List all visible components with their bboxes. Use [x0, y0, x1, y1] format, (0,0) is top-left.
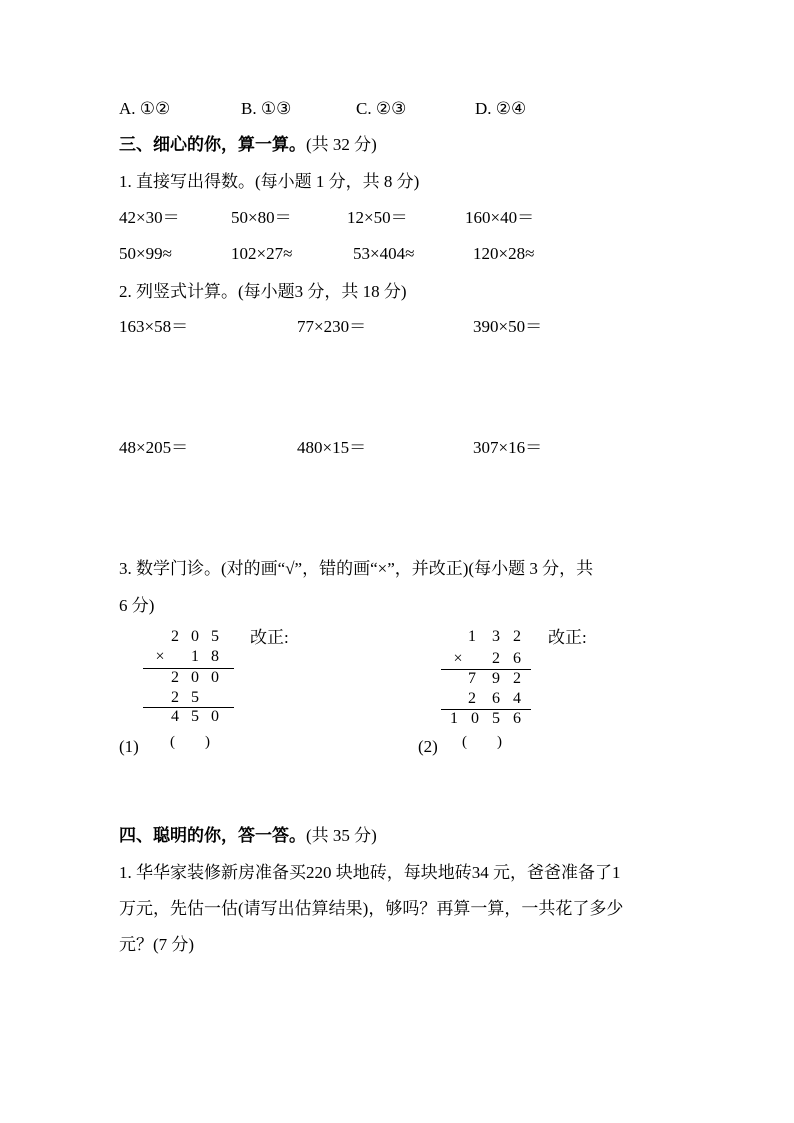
q1-calc: 160×40＝ — [465, 208, 535, 227]
digit: 9 — [492, 670, 500, 687]
q2-text: 2. 列竖式计算。(每小题3 分，共 18 分) — [119, 282, 407, 301]
section3-heading — [119, 135, 377, 155]
q2-calc: 480×15＝ — [297, 438, 367, 457]
digit: 2 — [468, 690, 476, 707]
digit: 6 — [492, 690, 500, 707]
digit: 2 — [492, 650, 500, 667]
s4-q1-line3: 元？(7 分) — [119, 935, 195, 954]
divider — [143, 707, 234, 708]
q2-calc: 163×58＝ — [119, 317, 189, 336]
digit: 0 — [471, 710, 479, 727]
fix-label-2: 改正: — [548, 628, 587, 647]
q3-text-line1: 3. 数学门诊。(对的画“√”，错的画“×”，并改正)(每小题 3 分，共 — [119, 559, 594, 578]
q1-estimate: 53×404≈ — [353, 244, 415, 263]
digit: 1 — [468, 628, 476, 645]
q2-calc: 48×205＝ — [119, 438, 189, 457]
digit: 2 — [171, 669, 179, 686]
digit: 6 — [513, 650, 521, 667]
item-label-1: (1) — [119, 737, 139, 756]
digit: 2 — [171, 689, 179, 706]
digit: 2 — [513, 628, 521, 645]
item-label-2: (2) — [418, 737, 438, 756]
s4-q1-line2: 万元，先估一估(请写出估算结果)，够吗？再算一算，一共花了多少 — [119, 899, 624, 918]
option-d: D. ②④ — [475, 99, 527, 118]
times-sign: × — [453, 650, 463, 667]
divider — [143, 668, 234, 669]
digit: 2 — [171, 628, 179, 645]
section3-title: 三、细心的你，算一算。 — [119, 135, 306, 154]
option-b: B. ①③ — [241, 99, 292, 118]
q2-calc: 390×50＝ — [473, 317, 543, 336]
q1-calc: 12×50＝ — [347, 208, 408, 227]
digit: 3 — [492, 628, 500, 645]
q2-calc: 307×16＝ — [473, 438, 543, 457]
digit: 4 — [171, 708, 179, 725]
q2-calc: 77×230＝ — [297, 317, 367, 336]
digit: 1 — [450, 710, 458, 727]
section4-score: (共 35 分) — [306, 826, 377, 845]
digit: 5 — [191, 689, 199, 706]
option-a: A. ①② — [119, 99, 171, 118]
q1-calc: 42×30＝ — [119, 208, 180, 227]
digit: 5 — [492, 710, 500, 727]
digit: 0 — [211, 669, 219, 686]
q1-calc: 50×80＝ — [231, 208, 292, 227]
digit: 4 — [513, 690, 521, 707]
q1-estimate: 50×99≈ — [119, 244, 172, 263]
digit: 5 — [211, 628, 219, 645]
section3-score: (共 32 分) — [306, 135, 377, 154]
section4-heading — [119, 826, 377, 846]
fix-label-1: 改正: — [250, 628, 289, 647]
answer-paren-1: ( ) — [170, 734, 210, 750]
option-c: C. ②③ — [356, 99, 407, 118]
digit: 5 — [191, 708, 199, 725]
q1-estimate: 102×27≈ — [231, 244, 293, 263]
section4-title: 四、聪明的你，答一答。 — [119, 826, 306, 845]
answer-paren-2: ( ) — [462, 734, 502, 750]
s4-q1-line1: 1. 华华家装修新房准备买220 块地砖，每块地砖34 元，爸爸准备了1 — [119, 863, 621, 882]
digit: 1 — [191, 648, 199, 665]
digit: 0 — [191, 628, 199, 645]
digit: 7 — [468, 670, 476, 687]
q3-text-line2: 6 分) — [119, 596, 155, 615]
divider — [441, 669, 531, 670]
q1-estimate: 120×28≈ — [473, 244, 535, 263]
q1-text: 1. 直接写出得数。(每小题 1 分，共 8 分) — [119, 172, 420, 191]
divider — [441, 709, 531, 710]
digit: 6 — [513, 710, 521, 727]
digit: 2 — [513, 670, 521, 687]
times-sign: × — [155, 648, 165, 665]
digit: 8 — [211, 648, 219, 665]
digit: 0 — [211, 708, 219, 725]
digit: 0 — [191, 669, 199, 686]
